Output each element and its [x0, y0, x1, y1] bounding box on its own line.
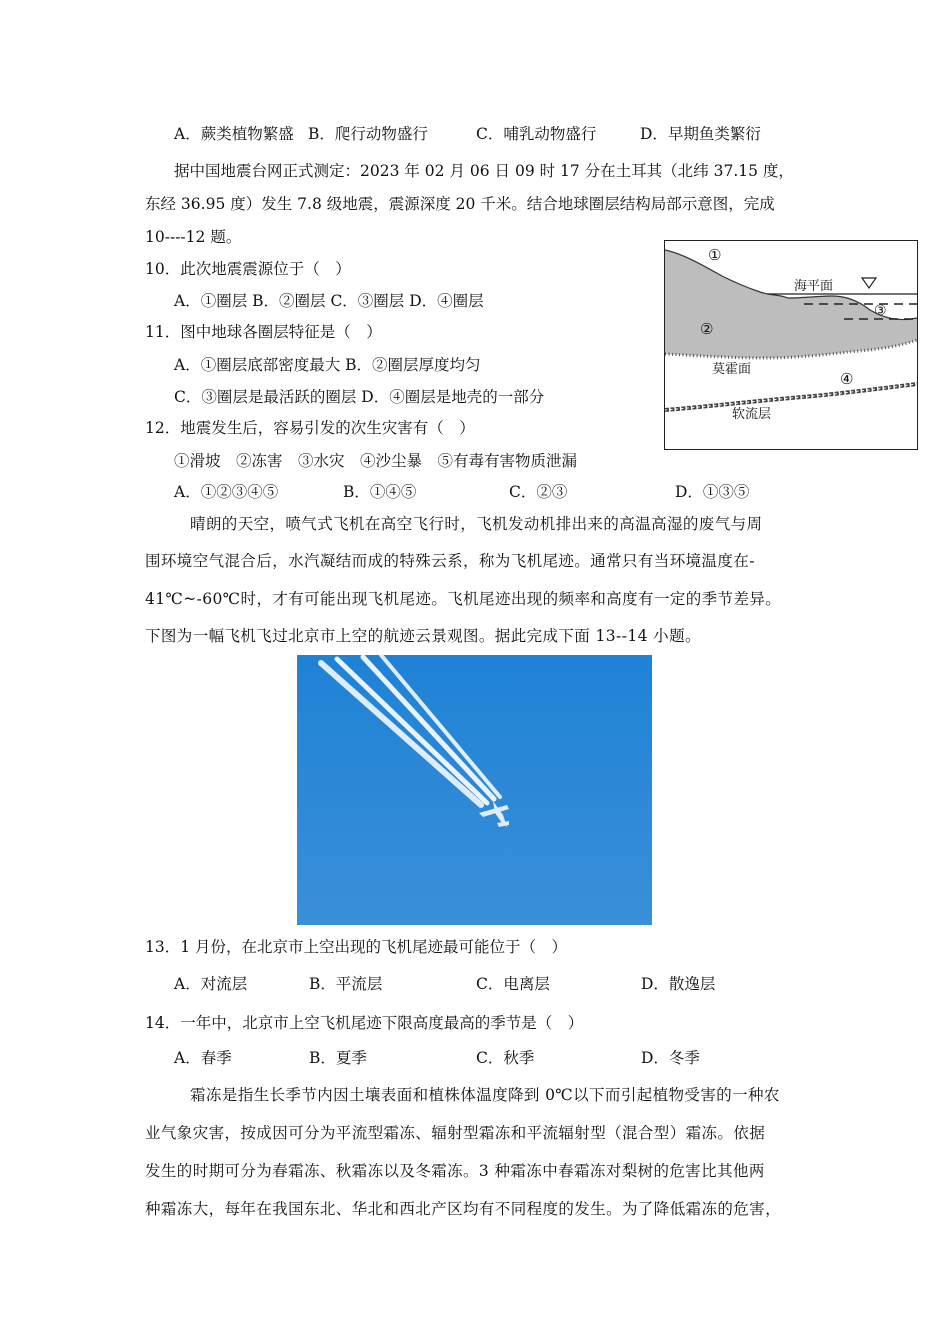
q14-option-b: B．夏季 — [309, 1049, 367, 1067]
earth-layer-diagram — [664, 240, 918, 450]
frost-intro-line-4: 种霜冻大，每年在我国东北、华北和西北产区均有不同程度的发生。为了降低霜冻的危害， — [145, 1200, 782, 1218]
contrail-intro-line-1: 晴朗的天空，喷气式飞机在高空飞行时，飞机发动机排出来的高温高湿的废气与周 — [190, 515, 763, 533]
q14-stem: 14．一年中，北京市上空飞机尾迹下限高度最高的季节是（ ） — [145, 1014, 584, 1032]
frost-intro-line-3: 发生的时期可分为春霜冻、秋霜冻以及冬霜冻。3 种霜冻中春霜冻对梨树的危害比其他两 — [145, 1162, 765, 1180]
contrail-photo — [297, 655, 652, 925]
q12-option-b: B．①④⑤ — [343, 483, 417, 501]
q12-stem: 12．地震发生后，容易引发的次生灾害有（ ） — [145, 419, 475, 437]
q9-option-a: A．蕨类植物繁盛 — [174, 125, 294, 143]
diagram-label-1: ① — [708, 246, 722, 264]
q9-option-d: D．早期鱼类繁衍 — [640, 125, 761, 143]
diagram-label-3: ③ — [874, 303, 887, 319]
q13-option-d: D．散逸层 — [641, 975, 716, 993]
asthenosphere-label: 软流层 — [732, 407, 772, 422]
q10-options: A．①圈层 B．②圈层 C．③圈层 D．④圈层 — [174, 292, 484, 310]
q11-stem: 11．图中地球各圈层特征是（ ） — [145, 323, 382, 341]
frost-intro-line-1: 霜冻是指生长季节内因土壤表面和植株体温度降到 0℃以下而引起植物受害的一种农 — [190, 1086, 780, 1104]
q9-option-b: B．爬行动物盛行 — [308, 125, 428, 143]
moho-label: 莫霍面 — [712, 362, 752, 377]
diagram-label-2: ② — [700, 320, 714, 338]
q12-option-a: A．①②③④⑤ — [174, 483, 279, 501]
diagram-label-4: ④ — [840, 370, 854, 388]
q10-stem: 10．此次地震震源位于（ ） — [145, 260, 351, 278]
q14-option-a: A．春季 — [174, 1049, 232, 1067]
q14-option-c: C．秋季 — [476, 1049, 535, 1067]
q11-options-cd: C．③圈层是最活跃的圈层 D．④圈层是地壳的一部分 — [174, 388, 545, 406]
quake-intro-line-3: 10----12 题。 — [145, 228, 242, 246]
q13-option-c: C．电离层 — [476, 975, 550, 993]
q12-option-c: C．②③ — [509, 483, 568, 501]
q9-option-c: C．哺乳动物盛行 — [476, 125, 597, 143]
quake-intro-line-2: 东经 36.95 度）发生 7.8 级地震，震源深度 20 千米。结合地球圈层结构局部示意图，完成 — [145, 195, 775, 213]
q12-option-d: D．①③⑤ — [675, 483, 750, 501]
q13-option-b: B．平流层 — [309, 975, 383, 993]
q13-option-a: A．对流层 — [174, 975, 248, 993]
q14-option-d: D．冬季 — [641, 1049, 700, 1067]
sea-level-label: 海平面 — [794, 279, 834, 294]
q13-stem: 13．1 月份，在北京市上空出现的飞机尾迹最可能位于（ ） — [145, 938, 568, 956]
q11-options-ab: A．①圈层底部密度最大 B．②圈层厚度均匀 — [174, 356, 481, 374]
frost-intro-line-2: 业气象灾害，按成因可分为平流型霜冻、辐射型霜冻和平流辐射型（混合型）霜冻。依据 — [145, 1124, 766, 1142]
quake-intro-line-1: 据中国地震台网正式测定：2023 年 02 月 06 日 09 时 17 分在土耳其（北纬 37.15 度， — [174, 162, 794, 180]
contrail-intro-line-4: 下图为一幅飞机飞过北京市上空的航迹云景观图。据此完成下面 13--14 小题。 — [145, 627, 701, 645]
contrail-intro-line-2: 围环境空气混合后，水汽凝结而成的特殊云系，称为飞机尾迹。通常只有当环境温度在- — [145, 552, 755, 570]
q12-items: ①滑坡 ②冻害 ③水灾 ④沙尘暴 ⑤有毒有害物质泄漏 — [174, 452, 578, 470]
contrail-intro-line-3: 41℃~-60℃时，才有可能出现飞机尾迹。飞机尾迹出现的频率和高度有一定的季节差异。 — [145, 590, 782, 608]
